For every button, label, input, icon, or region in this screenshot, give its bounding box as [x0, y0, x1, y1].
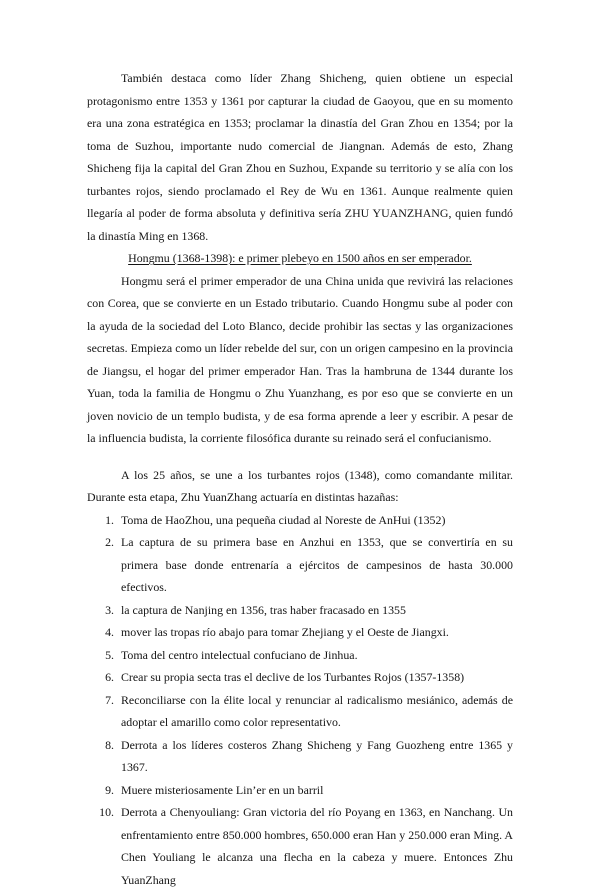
paragraph-hongmu: Hongmu será el primer emperador de una China unida que revivirá las relaciones con Corea, que se convierte en un Estado tributario. Cuando Hongmu sube al poder con la ayuda de la sociedad del Loto Blanco, decide prohibir las sectas y las organizaciones secretas. Empieza como un líder rebelde del sur, con un origen campesino en la provincia de Jiangsu, el hogar del primer emperador Han. Tras la hambruna de 1344 durante los Yuan, toda la familia de Hongmu o Zhu Yuanzhang, es por eso que se convierte en un joven novicio de un templo budista, y de esa forma aprende a leer y escribir. A pesar de la influencia budista, la corriente filosófica durante su reinado será el confucianismo.	[87, 270, 513, 450]
list-item-text: Derrota a los líderes costeros Zhang Shicheng y Fang Guozheng entre 1365 y 1367.	[121, 738, 513, 775]
list-item-number: 7.	[87, 689, 114, 712]
list-item-number: 8.	[87, 734, 114, 757]
list-item-text: Toma de HaoZhou, una pequeña ciudad al Noreste de AnHui (1352)	[121, 513, 445, 527]
list-item-text: Derrota a Chenyouliang: Gran victoria del río Poyang en 1363, en Nanchang. Un enfrentamiento entre 850.000 hombres, 650.000 eran Han y 250.000 eran Ming. A Chen Youliang le alcanza una flecha en la cabeza y muere. Entonces Zhu YuanZhang	[121, 805, 513, 887]
list-item	[87, 666, 513, 689]
list-item	[87, 509, 513, 532]
list-item-number: 2.	[87, 531, 114, 554]
list-item-number: 6.	[87, 666, 114, 689]
section-heading: Hongmu (1368-1398): e primer plebeyo en 1500 años en ser emperador.	[87, 247, 513, 270]
list-item-number: 1.	[87, 509, 114, 532]
list-item-text: Reconciliarse con la élite local y renunciar al radicalismo mesiánico, además de adoptar el amarillo como color representativo.	[121, 693, 513, 730]
list-item-text: La captura de su primera base en Anzhui en 1353, que se convertiría en su primera base donde entrenaría a ejércitos de campesinos de hasta 30.000 efectivos.	[121, 535, 513, 594]
list-item-text: mover las tropas río abajo para tomar Zhejiang y el Oeste de Jiangxi.	[121, 625, 449, 639]
list-item-text: Toma del centro intelectual confuciano de Jinhua.	[121, 648, 358, 662]
list-item	[87, 689, 513, 734]
list-item-text: Crear su propia secta tras el declive de los Turbantes Rojos (1357-1358)	[121, 670, 464, 684]
list-item	[87, 621, 513, 644]
list-item-number: 4.	[87, 621, 114, 644]
list-item-number: 9.	[87, 779, 114, 802]
list-item-number: 10.	[87, 801, 114, 824]
paragraph-intro: También destaca como líder Zhang Shicheng, quien obtiene un especial protagonismo entre 1353 y 1361 por capturar la ciudad de Gaoyou, que en su momento era una zona estratégica en 1353; proclamar la dinastía del Gran Zhou en 1354; por la toma de Suzhou, importante nudo comercial de Jiangnan. Además de esto, Zhang Shicheng fija la capital del Gran Zhou en Suzhou, Expande su territorio y se alía con los turbantes rojos, siendo proclamado el Rey de Wu en 1361. Aunque realmente quien llegaría al poder de forma absoluta y definitiva sería ZHU YUANZHANG, quien fundó la dinastía Ming en 1368.	[87, 67, 513, 247]
list-item	[87, 779, 513, 802]
list-item	[87, 644, 513, 667]
list-item	[87, 531, 513, 599]
list-item-text: la captura de Nanjing en 1356, tras haber fracasado en 1355	[121, 603, 406, 617]
list-item	[87, 599, 513, 622]
document-page	[87, 67, 513, 891]
list-item	[87, 801, 513, 891]
list-item-number: 3.	[87, 599, 114, 622]
paragraph-list-intro: A los 25 años, se une a los turbantes rojos (1348), como comandante militar. Durante esta etapa, Zhu YuanZhang actuaría en distintas hazañas:	[87, 464, 513, 509]
list-item-text: Muere misteriosamente Lin’er en un barril	[121, 783, 323, 797]
list-item-number: 5.	[87, 644, 114, 667]
list-item	[87, 734, 513, 779]
feats-list	[87, 509, 513, 891]
